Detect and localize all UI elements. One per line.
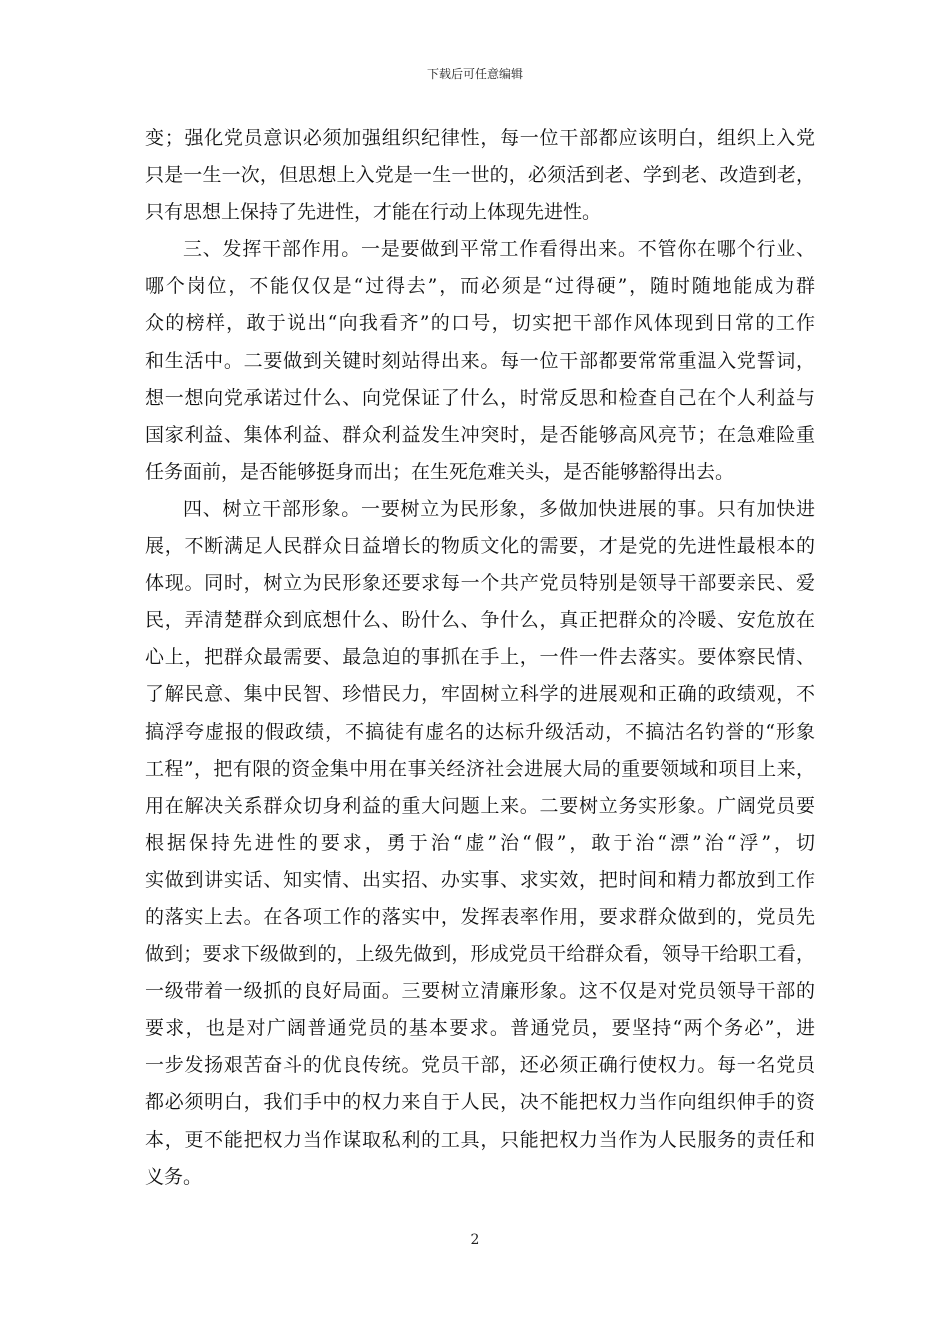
text-line: 义务。 [145,1165,203,1188]
page-number: 2 [470,1232,480,1248]
document-body [145,120,815,1196]
text-line: 做到；要求下级做到的，上级先做到，形成党员干给群众看，领导干给职工看， [145,943,815,966]
text-line: 国家利益、集体利益、群众利益发生冲突时，是否能够高风亮节；在急难险重 [145,423,815,446]
text-line: 心上，把群众最需要、最急迫的事抓在手上，一件一件去落实。要体察民情、 [145,646,815,669]
text-line: 只是一生一次，但思想上入党是一生一世的，必须活到老、学到老、改造到老， [145,164,815,187]
text-line: 根据保持先进性的要求，勇于治“虚”治“假”，敢于治“漂”治“浮”，切 [145,831,815,854]
text-line: 的落实上去。在各项工作的落实中，发挥表率作用，要求群众做到的，党员先 [145,905,815,928]
text-line: 一级带着一级抓的良好局面。三要树立清廉形象。这不仅是对党员领导干部的 [145,980,815,1003]
text-line: 了解民意、集中民智、珍惜民力，牢固树立科学的进展观和正确的政绩观，不 [145,683,815,706]
text-line: 一步发扬艰苦奋斗的优良传统。党员干部，还必须正确行使权力。每一名党员 [145,1054,815,1077]
text-line: 哪个岗位，不能仅仅是“过得去”，而必须是“过得硬”，随时随地能成为群 [145,275,815,298]
text-line: 变；强化党员意识必须加强组织纪律性，每一位干部都应该明白，组织上入党 [145,127,815,149]
text-line: 要求，也是对广阔普通党员的基本要求。普通党员，要坚持“两个务必”，进 [145,1017,815,1040]
text-line: 用在解决关系群众切身利益的重大问题上来。二要树立务实形象。广阔党员要 [145,794,815,817]
text-line: 本，更不能把权力当作谋取私利的工具，只能把权力当作为人民服务的责任和 [145,1128,815,1151]
text-line: 只有思想上保持了先进性，才能在行动上体现先进性。 [145,201,602,224]
text-line: 实做到讲实话、知实情、出实招、办实事、求实效，把时间和精力都放到工作 [145,868,815,891]
text-line: 和生活中。二要做到关键时刻站得出来。每一位干部都要常常重温入党誓词， [145,349,815,372]
text-line: 众的榜样，敢于说出“向我看齐”的口号，切实把干部作风体现到日常的工作 [145,312,815,335]
text-line: 想一想向党承诺过什么、向党保证了什么，时常反思和检查自己在个人利益与 [145,386,815,409]
page-header: 下载后可任意编辑 [426,67,523,81]
text-line: 民，弄清楚群众到底想什么、盼什么、争什么，真正把群众的冷暖、安危放在 [145,609,815,632]
text-line: 都必须明白，我们手中的权力来自于人民，决不能把权力当作向组织伸手的资 [145,1091,815,1114]
text-line: 体现。同时，树立为民形象还要求每一个共产党员特别是领导干部要亲民、爱 [145,572,815,595]
text-line: 搞浮夸虚报的假政绩，不搞徒有虚名的达标升级活动，不搞沽名钓誉的“形象 [145,720,815,743]
text-line: 三、发挥干部作用。一是要做到平常工作看得出来。不管你在哪个行业、 [183,238,815,261]
text-line: 展，不断满足人民群众日益增长的物质文化的需要，才是党的先进性最根本的 [145,535,815,558]
text-line: 工程”，把有限的资金集中用在事关经济社会进展大局的重要领域和项目上来， [145,757,815,780]
text-line: 四、树立干部形象。一要树立为民形象，多做加快进展的事。只有加快进 [183,497,815,520]
text-line: 任务面前，是否能够挺身而出；在生死危难关头，是否能够豁得出去。 [145,460,735,483]
